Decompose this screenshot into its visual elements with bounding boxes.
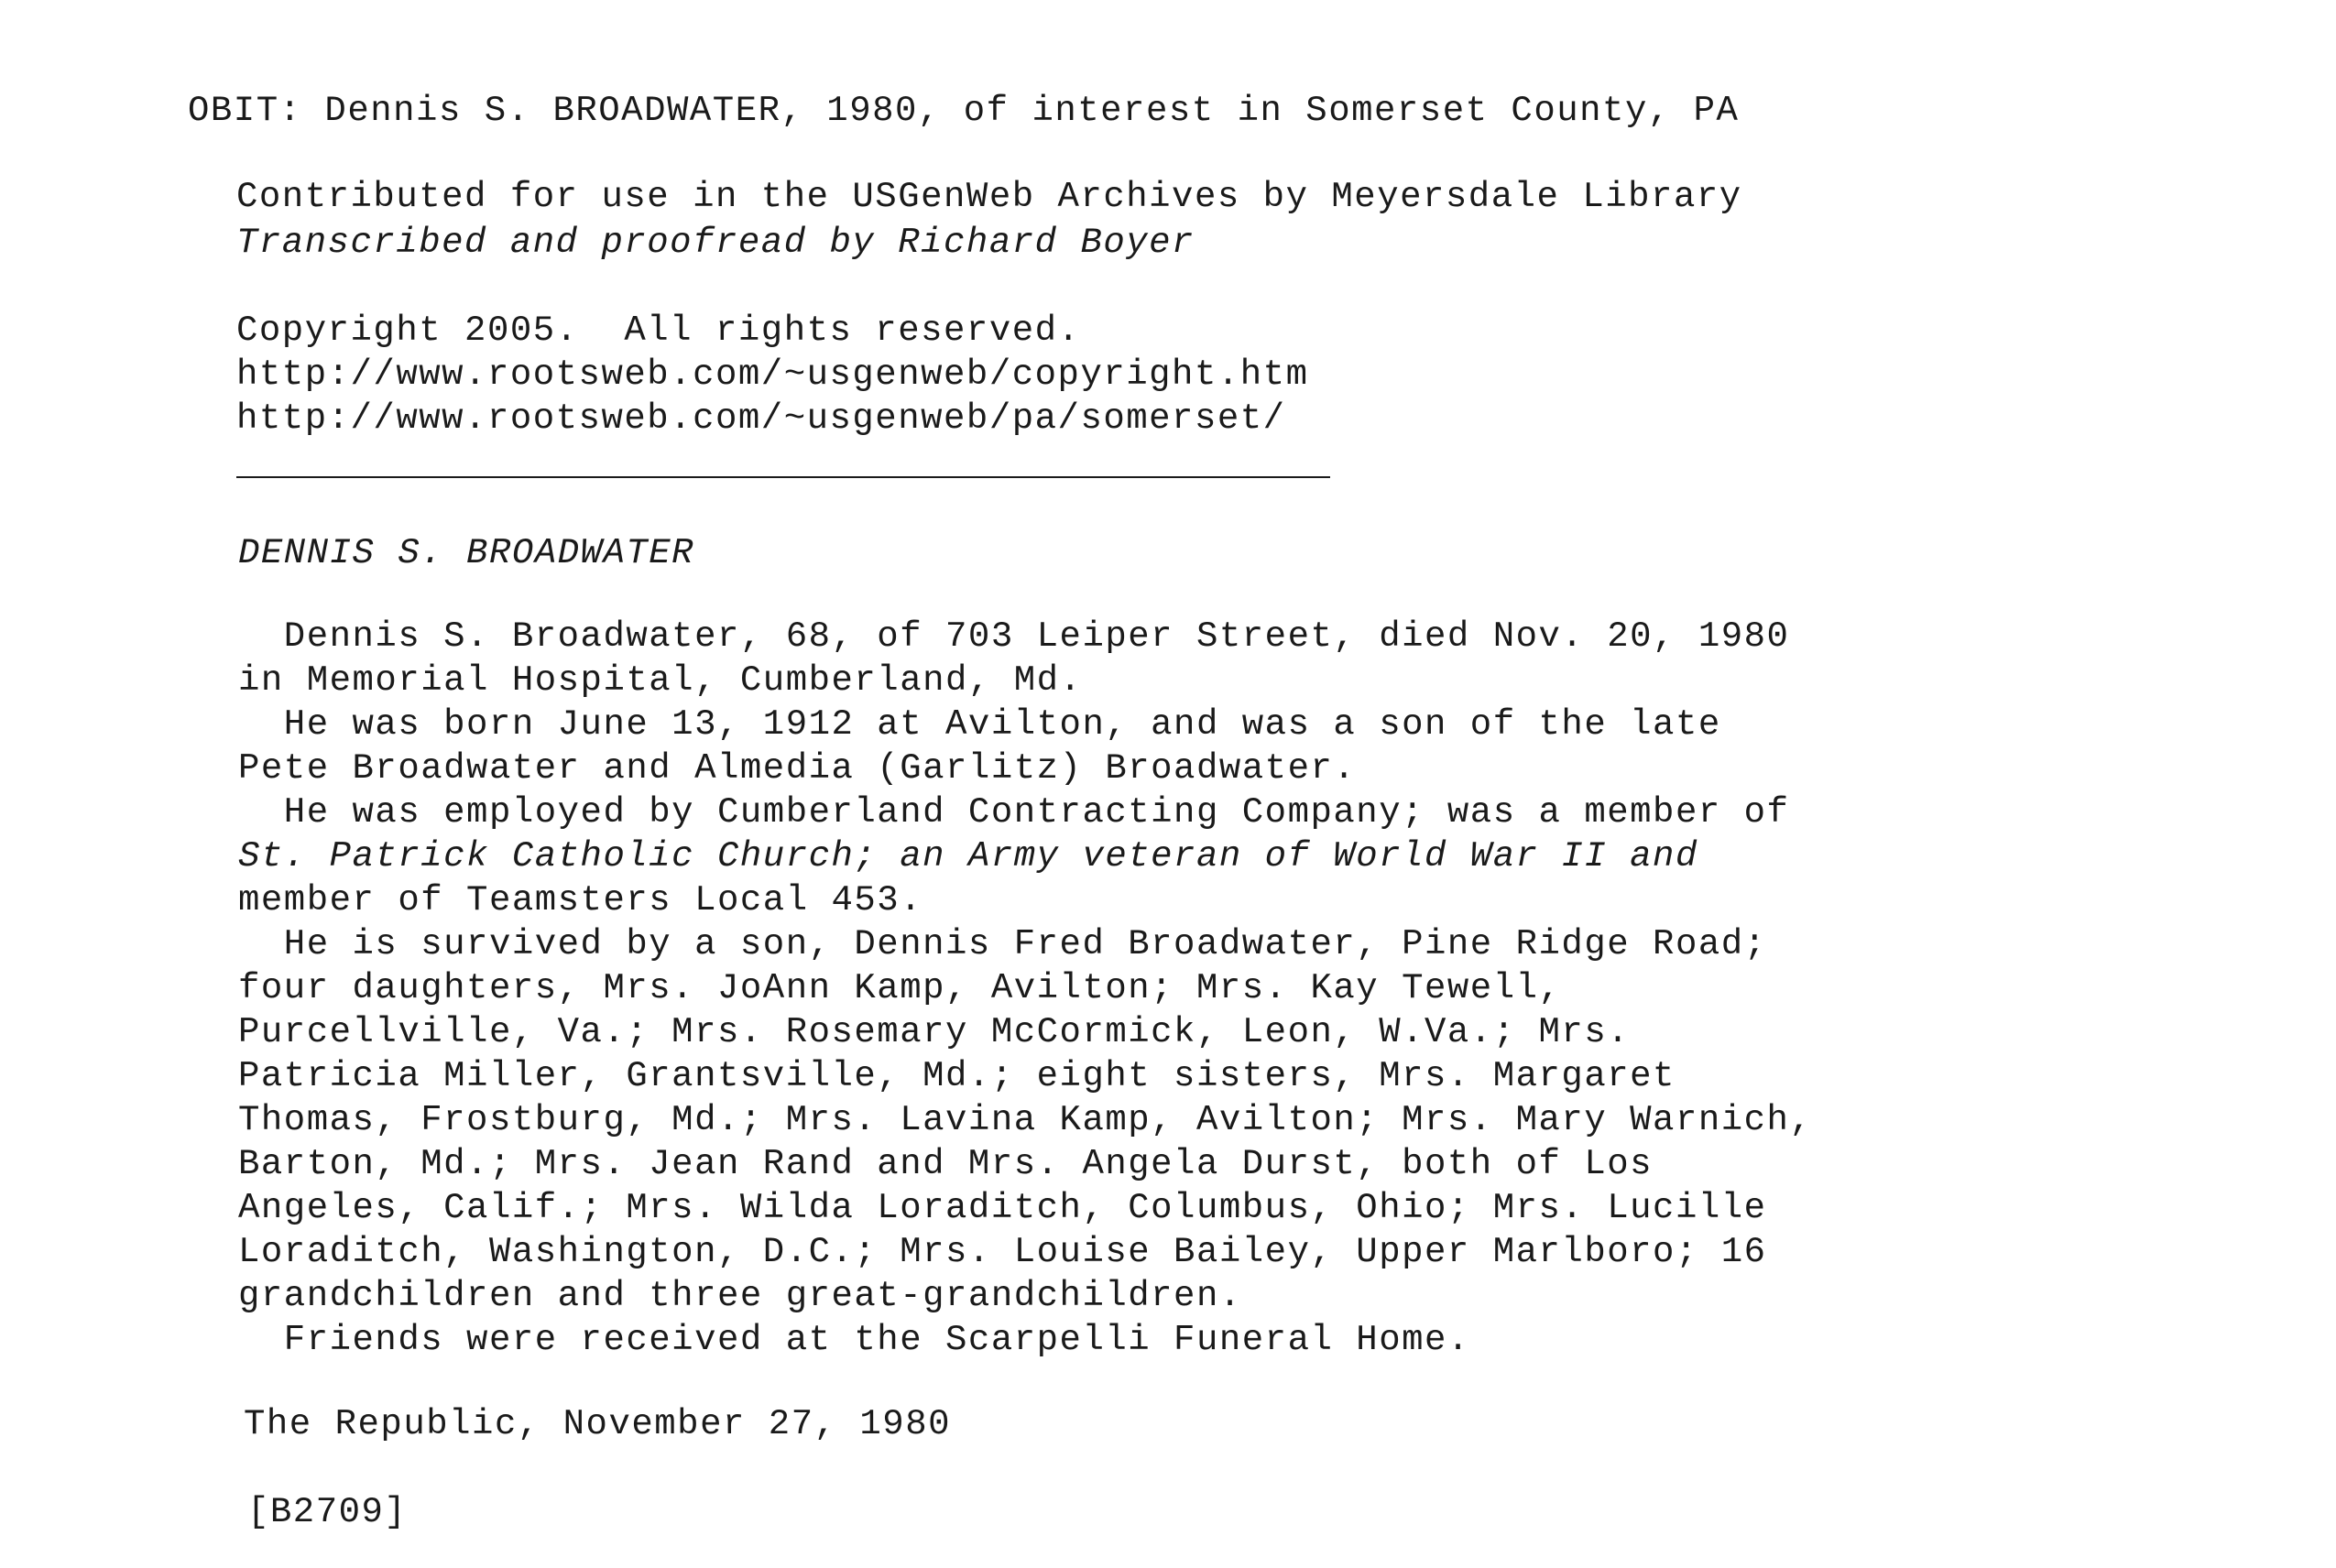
obituary-line: Loraditch, Washington, D.C.; Mrs. Louise Bailey, Upper Marlboro; 16 <box>238 1232 1767 1272</box>
obituary-line: St. Patrick Catholic Church; an Army veteran of World War II and <box>238 836 1698 877</box>
reference-code: [B2709] <box>247 1492 408 1532</box>
obituary-line: in Memorial Hospital, Cumberland, Md. <box>238 660 1083 701</box>
obituary-heading: DENNIS S. BROADWATER <box>238 533 695 573</box>
somerset-url[interactable]: http://www.rootsweb.com/~usgenweb/pa/somerset/ <box>236 398 1286 439</box>
obituary-line: Barton, Md.; Mrs. Jean Rand and Mrs. Angela Durst, both of Los <box>238 1144 1654 1184</box>
obituary-line: Friends were received at the Scarpelli Funeral Home. <box>238 1320 1470 1360</box>
contributed-line: Contributed for use in the USGenWeb Archives by Meyersdale Library <box>236 177 1742 217</box>
obituary-line: four daughters, Mrs. JoAnn Kamp, Avilton; Mrs. Kay Tewell, <box>238 968 1562 1008</box>
obituary-line: He was employed by Cumberland Contracting Company; was a member of <box>238 792 1790 833</box>
obituary-line: Thomas, Frostburg, Md.; Mrs. Lavina Kamp, Avilton; Mrs. Mary Warnich, <box>238 1100 1813 1140</box>
obituary-line: Dennis S. Broadwater, 68, of 703 Leiper Street, died Nov. 20, 1980 <box>238 616 1790 657</box>
obituary-line: Patricia Miller, Grantsville, Md.; eight sisters, Mrs. Margaret <box>238 1056 1676 1096</box>
obituary-line: grandchildren and three great-grandchildren. <box>238 1276 1242 1316</box>
copyright-line: Copyright 2005. All rights reserved. <box>236 310 1081 351</box>
obituary-line: Purcellville, Va.; Mrs. Rosemary McCormick, Leon, W.Va.; Mrs. <box>238 1012 1631 1052</box>
obituary-line: He was born June 13, 1912 at Avilton, and was a son of the late <box>238 704 1721 745</box>
source-line: The Republic, November 27, 1980 <box>244 1404 952 1444</box>
obituary-line: Angeles, Calif.; Mrs. Wilda Loraditch, Columbus, Ohio; Mrs. Lucille <box>238 1188 1767 1228</box>
transcribed-line: Transcribed and proofread by Richard Boyer <box>236 223 1195 263</box>
obit-title: OBIT: Dennis S. BROADWATER, 1980, of interest in Somerset County, PA <box>188 91 1740 131</box>
divider-rule <box>236 476 1330 478</box>
copyright-url[interactable]: http://www.rootsweb.com/~usgenweb/copyright.htm <box>236 354 1309 395</box>
obituary-line: member of Teamsters Local 453. <box>238 880 923 920</box>
obituary-line: Pete Broadwater and Almedia (Garlitz) Broadwater. <box>238 748 1357 789</box>
obituary-line: He is survived by a son, Dennis Fred Broadwater, Pine Ridge Road; <box>238 924 1767 964</box>
